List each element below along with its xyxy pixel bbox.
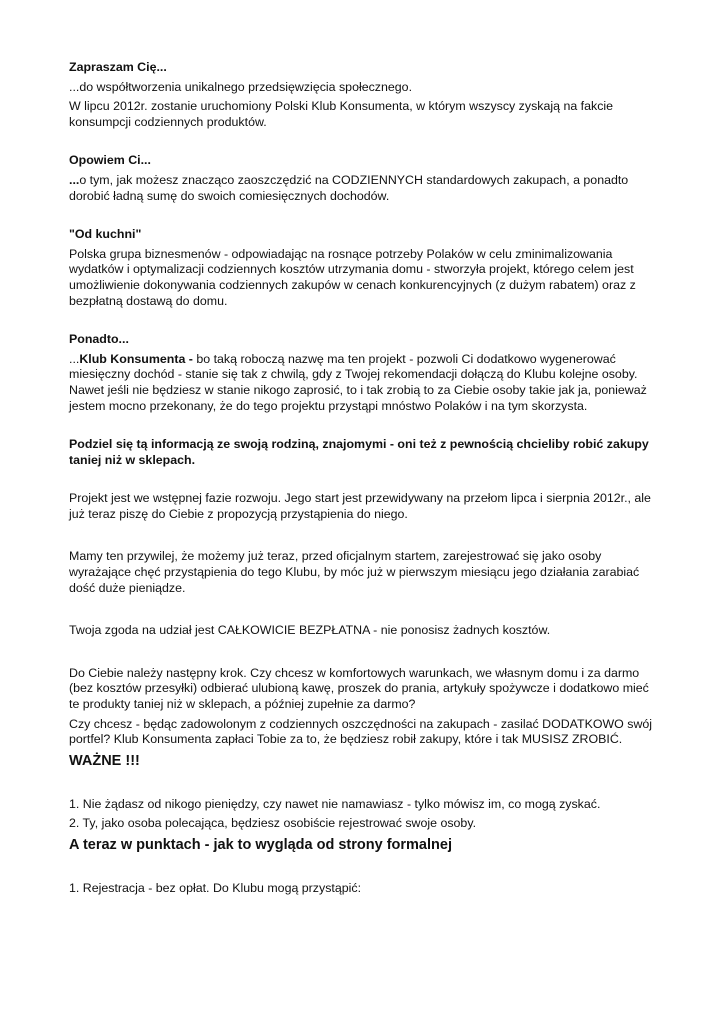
paragraph-next-step-2: Czy chcesz - będąc zadowolonym z codziennych oszczędności na zakupach - zasilać DODATKOWO swój portfel? Klub Konsumenta zapłaci Tobie za to, że będziesz robił zakupy, które i tak MUSISZ ZROBIĆ. <box>69 716 653 747</box>
paragraph-privilege: Mamy ten przywilej, że możemy już teraz, przed oficjalnym startem, zarejestrować się jako osoby wyrażające chęć przystąpienia do tego Klubu, by móc już w pierwszym miesiącu jego działania zarabiać dość duże pieniądze. <box>69 549 640 595</box>
list-item: 2. Ty, jako osoba polecająca, będziesz osobiście rejestrować swoje osoby. <box>69 816 477 831</box>
paragraph: Polska grupa biznesmenów - odpowiadając na rosnące potrzeby Polaków w celu zminimalizowania wydatków i optymalizacji codziennych kosztów utrzymania domu - stworzyła projekt, którego celem jest umożliwienie dokonywania codziennych zakupów w cenach konkurencyjnych (z dużym rabatem) oraz z bezpłatną dostawą do domu. <box>69 246 636 308</box>
section-invite <box>69 60 659 130</box>
heading-important: WAŻNE !!! <box>69 752 140 769</box>
paragraph <box>69 173 659 204</box>
list-item: 1. Rejestracja - bez opłat. Do Klubu mogą przystąpić: <box>69 881 362 895</box>
heading-formal: A teraz w punktach - jak to wygląda od strony formalnej <box>69 837 452 853</box>
paragraph-prefix: ... <box>69 351 80 366</box>
paragraph-text: o tym, jak możesz znacząco zaoszczędzić na CODZIENNYCH standardowych zakupach, a ponadto dorobić ładną sumę do swoich comiesięcznych dochodów. <box>69 172 629 203</box>
paragraph-free: Twoja zgoda na udział jest CAŁKOWICIE BEZPŁATNA - nie ponosisz żadnych kosztów. <box>69 623 551 638</box>
heading-kitchen: "Od kuchni" <box>69 227 142 242</box>
list-item: 1. Nie żądasz od nikogo pieniędzy, czy nawet nie namawiasz - tylko mówisz im, co mogą zyskać. <box>69 796 601 811</box>
paragraph <box>69 352 659 414</box>
paragraph: ...do współtworzenia unikalnego przedsięwzięcia społecznego. <box>69 79 413 94</box>
section-tell <box>69 153 659 204</box>
club-name-bold: Klub Konsumenta - <box>79 351 193 366</box>
share-callout: Podziel się tą informacją ze swoją rodziną, znajomymi - oni też z pewnością chcieliby robić zakupy taniej niż w sklepach. <box>69 437 649 467</box>
section-moreover <box>69 332 659 414</box>
bold-ellipsis: ... <box>69 172 80 187</box>
heading-moreover: Ponadto... <box>69 332 129 347</box>
paragraph-project: Projekt jest we wstępnej fazie rozwoju. Jego start jest przewidywany na przełom lipca i sierpnia 2012r., ale już teraz piszę do Ciebie z propozycją przystąpienia do niego. <box>69 491 651 521</box>
heading-invite: Zapraszam Cię... <box>69 60 167 74</box>
paragraph-next-step: Do Ciebie należy następny krok. Czy chcesz w komfortowych warunkach, we własnym domu i za darmo (bez kosztów przesyłki) odbierać ulubioną kawę, proszek do prania, artykuły spożywcze i dodatkowo mieć te produkty taniej niż w sklepach, a później zupełnie za darmo? <box>69 665 649 712</box>
paragraph: W lipcu 2012r. zostanie uruchomiony Polski Klub Konsumenta, w którym wszyscy zyskają na fakcie konsumpcji codziennych produktów. <box>69 99 614 129</box>
document-page <box>69 60 659 901</box>
heading-tell: Opowiem Ci... <box>69 153 151 168</box>
paragraph-text: bo taką roboczą nazwę ma ten projekt - pozwoli Ci dodatkowo wygenerować miesięczny dochód - stanie się tak z chwilą, gdy z Twojej rekomendacji dołączą do Klubu kolejne osoby. Nawet jeśli nie będziesz w stanie nikogo zaprosić, to i tak zrobią to za Ciebie osoby takie jak ja, ponieważ jestem mocno przekonany, że do tego projektu przystąpi mnóstwo Polaków i na tym skorzysta. <box>69 351 647 413</box>
section-kitchen <box>69 227 659 309</box>
